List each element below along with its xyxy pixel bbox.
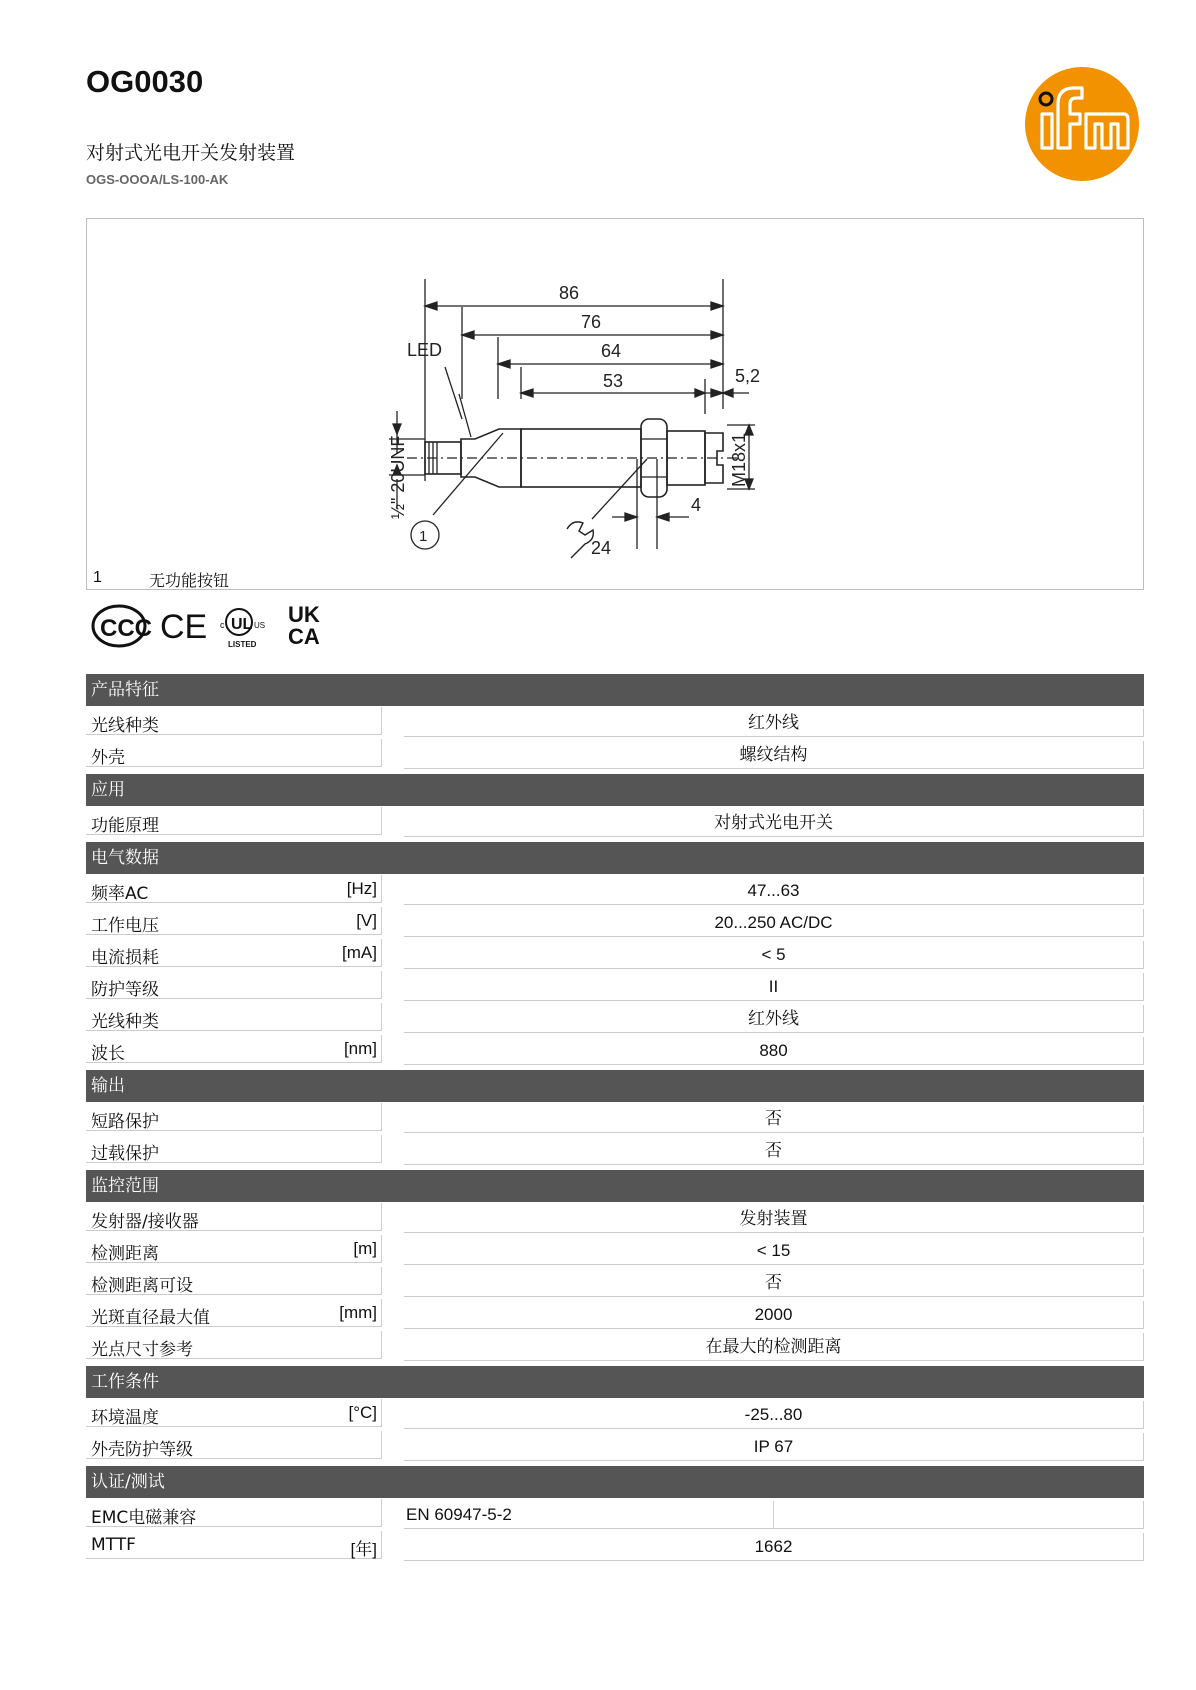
spec-label: 频率AC [91, 884, 149, 904]
spec-row [86, 806, 1144, 838]
ukca-mark-icon [288, 602, 320, 649]
callout-1: 1 [419, 528, 428, 545]
spec-row [86, 1266, 1144, 1298]
spec-label: 光线种类 [91, 1012, 159, 1032]
spec-label-cell [86, 1299, 382, 1327]
spec-value: 否 [404, 1269, 1144, 1297]
spec-label: MTTF [91, 1535, 136, 1555]
spec-label-cell [86, 1431, 382, 1459]
dim-53: 53 [603, 371, 624, 391]
spec-row [86, 1202, 1144, 1234]
spec-row [86, 1234, 1144, 1266]
spec-label: 波长 [91, 1044, 125, 1064]
spec-unit: [°C] [348, 1403, 377, 1422]
section-header: 输出 [86, 1070, 1144, 1102]
spec-unit: [mm] [339, 1303, 377, 1322]
spec-value: 20...250 AC/DC [404, 909, 1144, 937]
section-header: 认证/测试 [86, 1466, 1144, 1498]
spec-label-cell [86, 1203, 382, 1231]
ce-mark-icon [160, 608, 207, 646]
spec-value: 在最大的检测距离 [404, 1333, 1144, 1361]
spec-value: 880 [404, 1037, 1144, 1065]
dim-86: 86 [559, 283, 580, 303]
svg-text:CCC: CCC [100, 615, 152, 642]
legend-text: 无功能按钮 [149, 571, 230, 590]
spec-label-cell [86, 1531, 382, 1559]
spec-unit: [Hz] [346, 879, 377, 898]
spec-label: 环境温度 [91, 1408, 159, 1428]
spec-value: 螺纹结构 [404, 741, 1144, 769]
spec-row [86, 1034, 1144, 1066]
spec-label: 短路保护 [91, 1112, 159, 1132]
spec-row [86, 1102, 1144, 1134]
spec-label: 光点尺寸参考 [91, 1340, 193, 1360]
spec-row [86, 1330, 1144, 1362]
spec-value: 对射式光电开关 [404, 809, 1144, 837]
spec-value: 否 [404, 1137, 1144, 1165]
spec-label: 检测距离可设 [91, 1276, 193, 1296]
spec-unit: [年] [350, 1540, 377, 1559]
spec-value: < 15 [404, 1237, 1144, 1265]
spec-value: EN 60947-5-2 [404, 1501, 774, 1528]
spec-label: 电流损耗 [91, 948, 159, 968]
spec-row [86, 1002, 1144, 1034]
spec-label: 光线种类 [91, 716, 159, 736]
spec-value: < 5 [404, 941, 1144, 969]
spec-value: II [404, 973, 1144, 1001]
spec-label-cell [86, 707, 382, 735]
spec-value: -25...80 [404, 1401, 1144, 1429]
certification-marks [92, 600, 332, 650]
spec-label-cell [86, 1003, 382, 1031]
dim-76: 76 [581, 312, 602, 332]
spec-label: 外壳 [91, 748, 125, 768]
thread-label: ½" 20UNF [388, 435, 408, 519]
spec-value: IP 67 [404, 1433, 1144, 1461]
spec-label-cell [86, 971, 382, 999]
section-header: 监控范围 [86, 1170, 1144, 1202]
spec-label-cell [86, 1267, 382, 1295]
spec-label: 发射器/接收器 [91, 1212, 199, 1232]
spec-label-cell [86, 1035, 382, 1063]
section-header: 工作条件 [86, 1366, 1144, 1398]
svg-text:UL: UL [231, 616, 253, 633]
spec-label-cell [86, 1135, 382, 1163]
dim-4: 4 [691, 495, 702, 515]
m18-label: M18x1 [729, 432, 749, 487]
spec-label-cell [86, 907, 382, 935]
spec-value: 发射装置 [404, 1205, 1144, 1233]
specification-table [86, 674, 1144, 1562]
dim-24: 24 [591, 538, 612, 558]
spec-label: 光斑直径最大值 [91, 1308, 210, 1328]
spec-value: 2000 [404, 1301, 1144, 1329]
spec-unit: [nm] [343, 1039, 377, 1058]
product-description: 对射式光电开关发射装置 [86, 142, 296, 164]
spec-row [86, 1530, 1144, 1562]
spec-row [86, 970, 1144, 1002]
spec-row [86, 1430, 1144, 1462]
legend-number: 1 [93, 569, 102, 586]
spec-value: 红外线 [404, 1005, 1144, 1033]
spec-label-cell [86, 1399, 382, 1427]
spec-label: 工作电压 [91, 916, 159, 936]
svg-text:US: US [254, 621, 266, 630]
spec-row [86, 738, 1144, 770]
spec-label-cell [86, 1103, 382, 1131]
dimension-drawing [86, 218, 1144, 590]
spec-unit: [mA] [342, 943, 377, 962]
spec-row [86, 1134, 1144, 1166]
spec-label-cell [86, 1499, 382, 1527]
spec-unit: [m] [353, 1239, 377, 1258]
spec-label-cell [86, 739, 382, 767]
spec-row [86, 906, 1144, 938]
spec-value: 否 [404, 1105, 1144, 1133]
spec-label-cell [86, 807, 382, 835]
spec-label: 防护等级 [91, 980, 159, 1000]
spec-row [86, 938, 1144, 970]
spec-row [86, 1398, 1144, 1430]
spec-value-empty [774, 1501, 1143, 1528]
spec-label-cell [86, 1235, 382, 1263]
spec-label-cell [86, 875, 382, 903]
product-title: OG0030 [86, 64, 204, 99]
svg-text:CE: CE [160, 608, 208, 646]
spec-label: 检测距离 [91, 1244, 159, 1264]
section-header: 应用 [86, 774, 1144, 806]
section-header: 电气数据 [86, 842, 1144, 874]
spec-row [86, 1298, 1144, 1330]
spec-value: 1662 [404, 1533, 1144, 1561]
cul-us-listed-mark-icon [220, 609, 265, 649]
svg-text:LISTED: LISTED [228, 640, 257, 649]
spec-label-cell [86, 1331, 382, 1359]
svg-text:c: c [220, 620, 225, 630]
spec-row [86, 706, 1144, 738]
dim-5-2: 5,2 [735, 366, 761, 386]
section-header: 产品特征 [86, 674, 1144, 706]
spec-unit: [V] [356, 911, 377, 930]
svg-text:CA: CA [288, 624, 320, 649]
spec-value: 红外线 [404, 709, 1144, 737]
spec-row [86, 874, 1144, 906]
spec-label: 功能原理 [91, 816, 159, 836]
spec-label: EMC电磁兼容 [91, 1508, 197, 1528]
ccc-mark-icon [93, 606, 152, 646]
spec-value: 47...63 [404, 877, 1144, 905]
spec-row [86, 1498, 1144, 1530]
spec-value-cell [404, 1501, 1144, 1529]
spec-label: 外壳防护等级 [91, 1440, 193, 1460]
led-label: LED [407, 340, 443, 360]
dim-64: 64 [601, 341, 622, 361]
spec-label: 过载保护 [91, 1144, 159, 1164]
ifm-logo [1024, 66, 1140, 182]
spec-label-cell [86, 939, 382, 967]
svg-text:UK: UK [288, 602, 320, 627]
product-code: OGS-OOOA/LS-100-AK [86, 172, 229, 187]
